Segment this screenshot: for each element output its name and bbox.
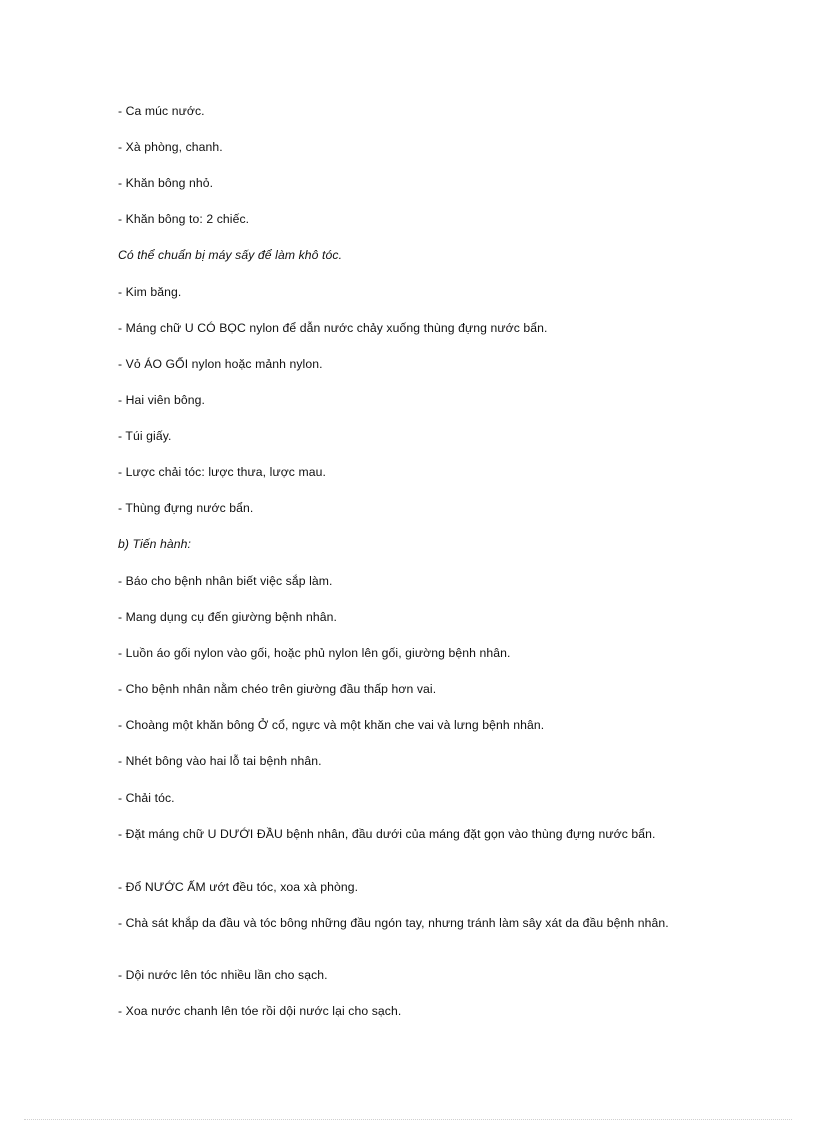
text-line: - Cho bệnh nhân nằm chéo trên giường đầu thấp hơn vai. xyxy=(118,682,437,696)
section-heading: b) Tiến hành: xyxy=(118,537,192,551)
text-line: - Máng chữ U CÓ BỌC nylon để dẫn nước chảy xuống thùng đựng nước bẩn. xyxy=(118,321,548,335)
text-line: - Khăn bông to: 2 chiếc. xyxy=(118,212,250,226)
text-line: - Khăn bông nhỏ. xyxy=(118,176,214,190)
text-line: - Luồn áo gối nylon vào gối, hoặc phủ nylon lên gối, giường bệnh nhân. xyxy=(118,646,511,660)
text-line: - Chà sát khắp da đầu và tóc bông những đầu ngón tay, nhưng tránh làm sây xát da đầu bệnh nhân. xyxy=(118,916,669,930)
page-bottom-divider xyxy=(24,1119,792,1120)
text-line: - Chải tóc. xyxy=(118,791,175,805)
text-line: - Túi giấy. xyxy=(118,429,172,443)
text-line: - Báo cho bệnh nhân biết việc sắp làm. xyxy=(118,574,333,588)
text-line: - Kim băng. xyxy=(118,285,182,299)
text-line: - Nhét bông vào hai lỗ tai bệnh nhân. xyxy=(118,754,322,768)
text-line: - Lược chải tóc: lược thưa, lược mau. xyxy=(118,465,326,479)
text-line: - Hai viên bông. xyxy=(118,393,205,407)
text-line: - Thùng đựng nước bẩn. xyxy=(118,501,254,515)
text-line: - Xà phòng, chanh. xyxy=(118,140,223,154)
italic-note-line: Có thể chuẩn bị máy sấy để làm khô tóc. xyxy=(118,248,343,262)
text-line: - Choàng một khăn bông Ở cổ, ngực và một khăn che vai và lưng bệnh nhân. xyxy=(118,718,545,732)
text-line: - Ca múc nước. xyxy=(118,104,205,118)
text-line: - Xoa nước chanh lên tóe rồi dội nước lại cho sạch. xyxy=(118,1004,402,1018)
text-line: - Dội nước lên tóc nhiều lần cho sạch. xyxy=(118,968,328,982)
text-line: - Đặt máng chữ U DƯỚI ĐẦU bệnh nhân, đầu dưới của máng đặt gọn vào thùng đựng nước bẩn. xyxy=(118,827,656,841)
text-line: - Đổ NƯỚC ẤM ướt đều tóc, xoa xà phòng. xyxy=(118,880,359,894)
text-line: - Mang dụng cụ đến giường bệnh nhân. xyxy=(118,610,337,624)
text-line: - Vỏ ÁO GỐI nylon hoặc mảnh nylon. xyxy=(118,357,323,371)
